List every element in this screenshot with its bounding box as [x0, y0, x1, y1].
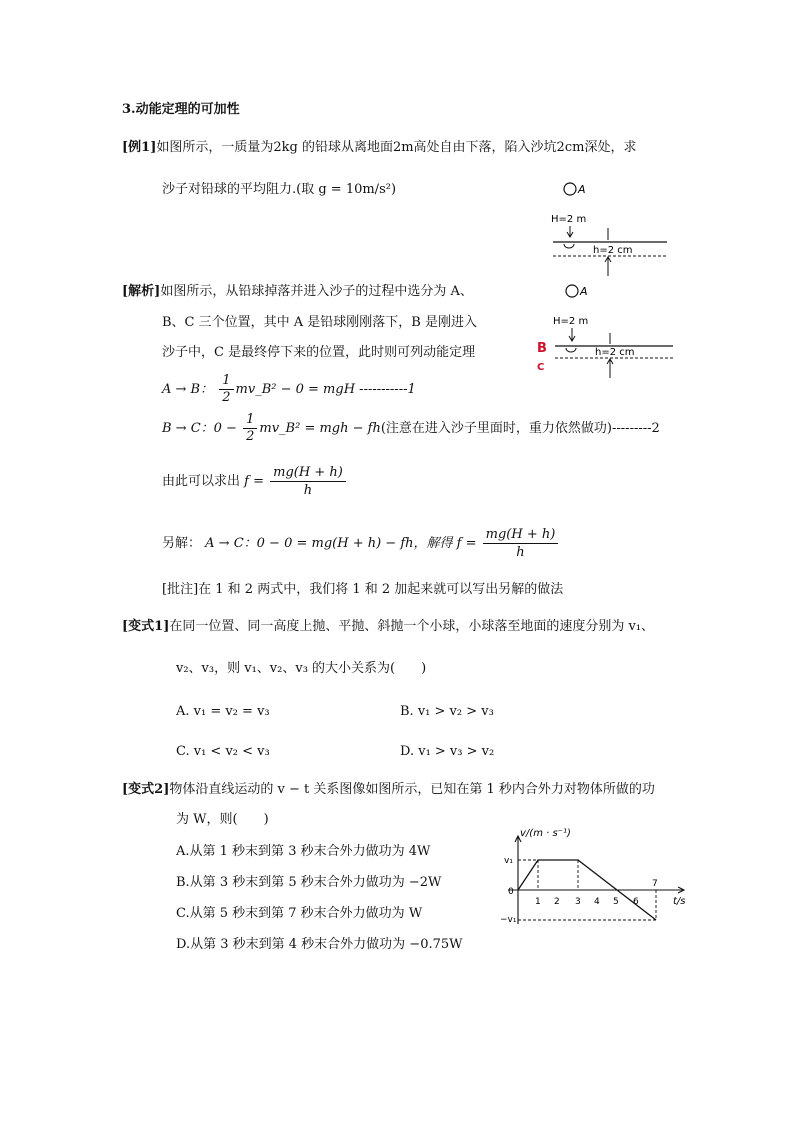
variant1-option-a: A. v₁ = v₂ = v₃: [176, 704, 270, 719]
vt-xlabel: t/s: [673, 896, 686, 907]
vt-ytick-0: 0: [508, 887, 514, 897]
variant2-line1: [122, 782, 655, 798]
ball-icon: [566, 285, 578, 297]
eq2-note: (注意在进入沙子里面时，重力依然做功)---------2: [380, 421, 660, 436]
example1-tag: [例1]: [122, 140, 157, 155]
vt-ylabel: v/(m · s⁻¹): [520, 828, 571, 839]
variant2-option-b: B.从第 3 秒末到第 5 秒末合外力做功为 −2W: [176, 875, 442, 890]
equation-2: [162, 411, 660, 447]
vt-graph: [498, 824, 693, 928]
eq2-left: B → C：0 −: [162, 421, 237, 436]
variant1-tag: [变式1]: [122, 619, 170, 634]
equation-1: [162, 372, 416, 408]
variant2-option-a: A.从第 1 秒末到第 3 秒末合外力做功为 4W: [176, 844, 431, 859]
vt-xtick-1: 1: [535, 897, 541, 907]
alt-f-eq: f =: [456, 536, 477, 551]
figure1-label-a: A: [578, 183, 586, 196]
vt-xtick-5: 5: [613, 897, 619, 907]
note-line: [批注]在 1 和 2 两式中，我们将 1 和 2 加起来就可以写出另解的做法: [162, 582, 564, 597]
solution-line1: [122, 284, 473, 300]
alt-prefix: 另解：: [162, 536, 202, 551]
figure1-diagram: [545, 178, 675, 278]
figure2-label-h-small: h=2 cm: [595, 347, 635, 358]
example1-line2: 沙子对铅球的平均阻力.(取 g = 10m/s²): [162, 182, 397, 197]
vt-ytick-v1: v₁: [504, 856, 513, 866]
annotation-c-mark: C: [537, 362, 545, 373]
eq2-rest: mv_B² = mgh − fh: [259, 421, 381, 436]
vt-ytick-neg-v1: −v₁: [500, 915, 517, 925]
alt-fraction: $\frac{mg(H + h)}{h}$: [483, 526, 559, 561]
variant2-option-d: D.从第 3 秒末到第 4 秒末合外力做功为 −0.75W: [176, 937, 463, 952]
section-title: 3.动能定理的可加性: [122, 102, 240, 117]
variant1-line1: [122, 619, 654, 635]
figure2-diagram: [533, 278, 678, 382]
figure2-label-a: A: [580, 285, 588, 298]
figure1-label-h-big: H=2 m: [551, 214, 587, 225]
variant2-text1: 物体沿直线运动的 v − t 关系图像如图所示，已知在第 1 秒内合外力对物体所做的功: [169, 782, 655, 797]
vt-xtick-2: 2: [554, 897, 560, 907]
result-line: [162, 462, 348, 502]
variant1-option-d: D. v₁ > v₃ > v₂: [400, 744, 495, 759]
eq2-fraction: $\frac{1}{2}$: [243, 412, 257, 445]
solution-line2: B、C 三个位置，其中 A 是铅球刚刚落下，B 是刚进入: [162, 315, 477, 330]
variant1-option-b: B. v₁ > v₂ > v₃: [400, 704, 494, 719]
variant2-line2: 为 W，则( ): [176, 812, 269, 827]
variant2-option-c: C.从第 5 秒末到第 7 秒末合外力做功为 W: [176, 906, 423, 921]
vt-xtick-4: 4: [594, 897, 600, 907]
example1-line1: [122, 140, 636, 156]
result-fraction: $\frac{mg(H + h)}{h}$: [270, 464, 346, 499]
figure1-label-h-small: h=2 cm: [593, 245, 633, 256]
alt-eq: A → C：0 − 0 = mg(H + h) − fh，解得: [205, 536, 453, 551]
vt-xtick-3: 3: [575, 897, 581, 907]
example1-text1: 如图所示，一质量为2kg 的铅球从离地面2m高处自由下落，陷入沙坑2cm深处，求: [156, 140, 637, 155]
annotation-b-mark: B: [537, 341, 547, 356]
variant2-tag: [变式2]: [122, 782, 170, 797]
eq1-fraction: $\frac{1}{2}$: [219, 373, 233, 406]
variant1-line2: v₂、v₃，则 v₁、v₂、v₃ 的大小关系为( ): [176, 661, 427, 676]
variant1-text1: 在同一位置、同一高度上抛、平抛、斜抛一个小球，小球落至地面的速度分别为 v₁、: [169, 619, 655, 634]
result-prefix: 由此可以求出: [162, 474, 241, 489]
ball-icon: [564, 183, 576, 195]
variant1-option-c: C. v₁ < v₂ < v₃: [176, 744, 270, 759]
alt-solution-line: [162, 524, 560, 564]
vt-xtick-6: 6: [633, 897, 639, 907]
result-f-eq: f =: [244, 474, 264, 489]
solution-line3: 沙子中，C 是最终停下来的位置，此时则可列动能定理: [162, 345, 476, 360]
eq1-left: A → B：: [162, 382, 214, 397]
eq1-rest: mv_B² − 0 = mgH -----------1: [235, 382, 416, 397]
solution-tag: [解析]: [122, 284, 161, 299]
figure2-label-h-big: H=2 m: [553, 316, 589, 327]
vt-xtick-7: 7: [652, 879, 658, 889]
solution-text1: 如图所示，从铅球掉落并进入沙子的过程中选分为 A、: [160, 284, 473, 299]
